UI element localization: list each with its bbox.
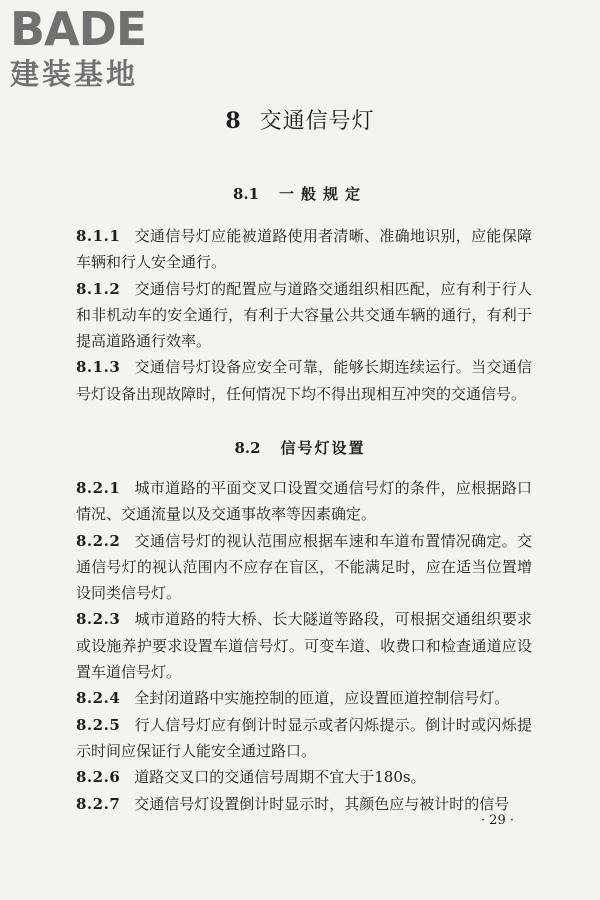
clause-text: 交通信号灯应能被道路使用者清晰、准确地识别，应能保障车辆和行人安全通行。 xyxy=(76,227,532,272)
clause-8-2-2 xyxy=(76,528,532,607)
clause-8-2-7 xyxy=(76,791,532,817)
section-title-text: 信号灯设置 xyxy=(280,439,366,457)
section-title-8-2 xyxy=(0,437,600,459)
clause-number: 8.2.2 xyxy=(76,531,121,550)
section-title-text: 一般规定 xyxy=(279,185,368,203)
clause-8-2-5 xyxy=(76,712,532,765)
clause-text: 交通信号灯的配置应与道路交通组织相匹配，应有利于行人和非机动车的安全通行，有利于大容量公共交通车辆的通行，有利于提高道路通行效率。 xyxy=(76,279,532,351)
clause-8-2-4 xyxy=(76,685,532,711)
chapter-title-text: 交通信号灯 xyxy=(259,109,375,134)
chapter-number: 8 xyxy=(225,108,242,134)
section-number: 8.2 xyxy=(234,439,261,457)
section-number: 8.1 xyxy=(232,185,260,203)
section-8-1-clauses xyxy=(76,223,532,407)
clause-text: 道路交叉口的交通信号周期不宜大于180s。 xyxy=(134,768,426,787)
clause-number: 8.2.5 xyxy=(76,715,121,734)
section-title-8-1 xyxy=(0,183,600,205)
page-number: · 29 · xyxy=(480,813,514,828)
clause-8-1-2 xyxy=(76,276,532,355)
clause-text: 行人信号灯应有倒计时显示或者闪烁提示。倒计时或闪烁提示时间应保证行人能安全通过路口。 xyxy=(76,715,532,760)
clause-8-2-3 xyxy=(76,606,532,685)
clause-number: 8.1.3 xyxy=(76,358,121,377)
clause-text: 城市道路的特大桥、长大隧道等路段，可根据交通组织要求或设施养护要求设置车道信号灯。可变车道、收费口和检查通道应设置车道信号灯。 xyxy=(76,610,532,682)
clause-text: 交通信号灯的视认范围应根据车速和车道布置情况确定。交通信号灯的视认范围内不应存在盲区，不能满足时，应在适当位置增设同类信号灯。 xyxy=(76,531,532,603)
clause-number: 8.2.3 xyxy=(76,610,121,629)
clause-text: 交通信号灯设置倒计时显示时，其颜色应与被计时的信号 xyxy=(134,794,510,813)
clause-text: 交通信号灯设备应安全可靠，能够长期连续运行。当交通信号灯设备出现故障时，任何情况下均不得出现相互冲突的交通信号。 xyxy=(76,358,532,403)
chapter-title xyxy=(0,106,600,137)
clause-8-2-1 xyxy=(76,475,532,528)
clause-8-1-3 xyxy=(76,354,532,407)
clause-number: 8.2.7 xyxy=(76,794,121,813)
clause-number: 8.2.1 xyxy=(76,479,121,497)
section-8-2-clauses xyxy=(76,475,532,817)
clause-text: 全封闭道路中实施控制的匝道，应设置匝道控制信号灯。 xyxy=(134,689,510,708)
clause-number: 8.1.2 xyxy=(76,279,121,298)
logo xyxy=(10,4,170,92)
logo-subtitle: 建装基地 xyxy=(10,57,139,91)
clause-number: 8.2.6 xyxy=(76,768,121,787)
clause-number: 8.2.4 xyxy=(76,689,121,708)
clause-text: 城市道路的平面交叉口设置交通信号灯的条件，应根据路口情况、交通流量以及交通事故率等因素确定。 xyxy=(76,479,532,524)
logo-wordmark: BADE xyxy=(10,2,147,56)
clause-8-1-1 xyxy=(76,223,532,276)
clause-8-2-6 xyxy=(76,764,532,790)
clause-number: 8.1.1 xyxy=(76,227,121,245)
